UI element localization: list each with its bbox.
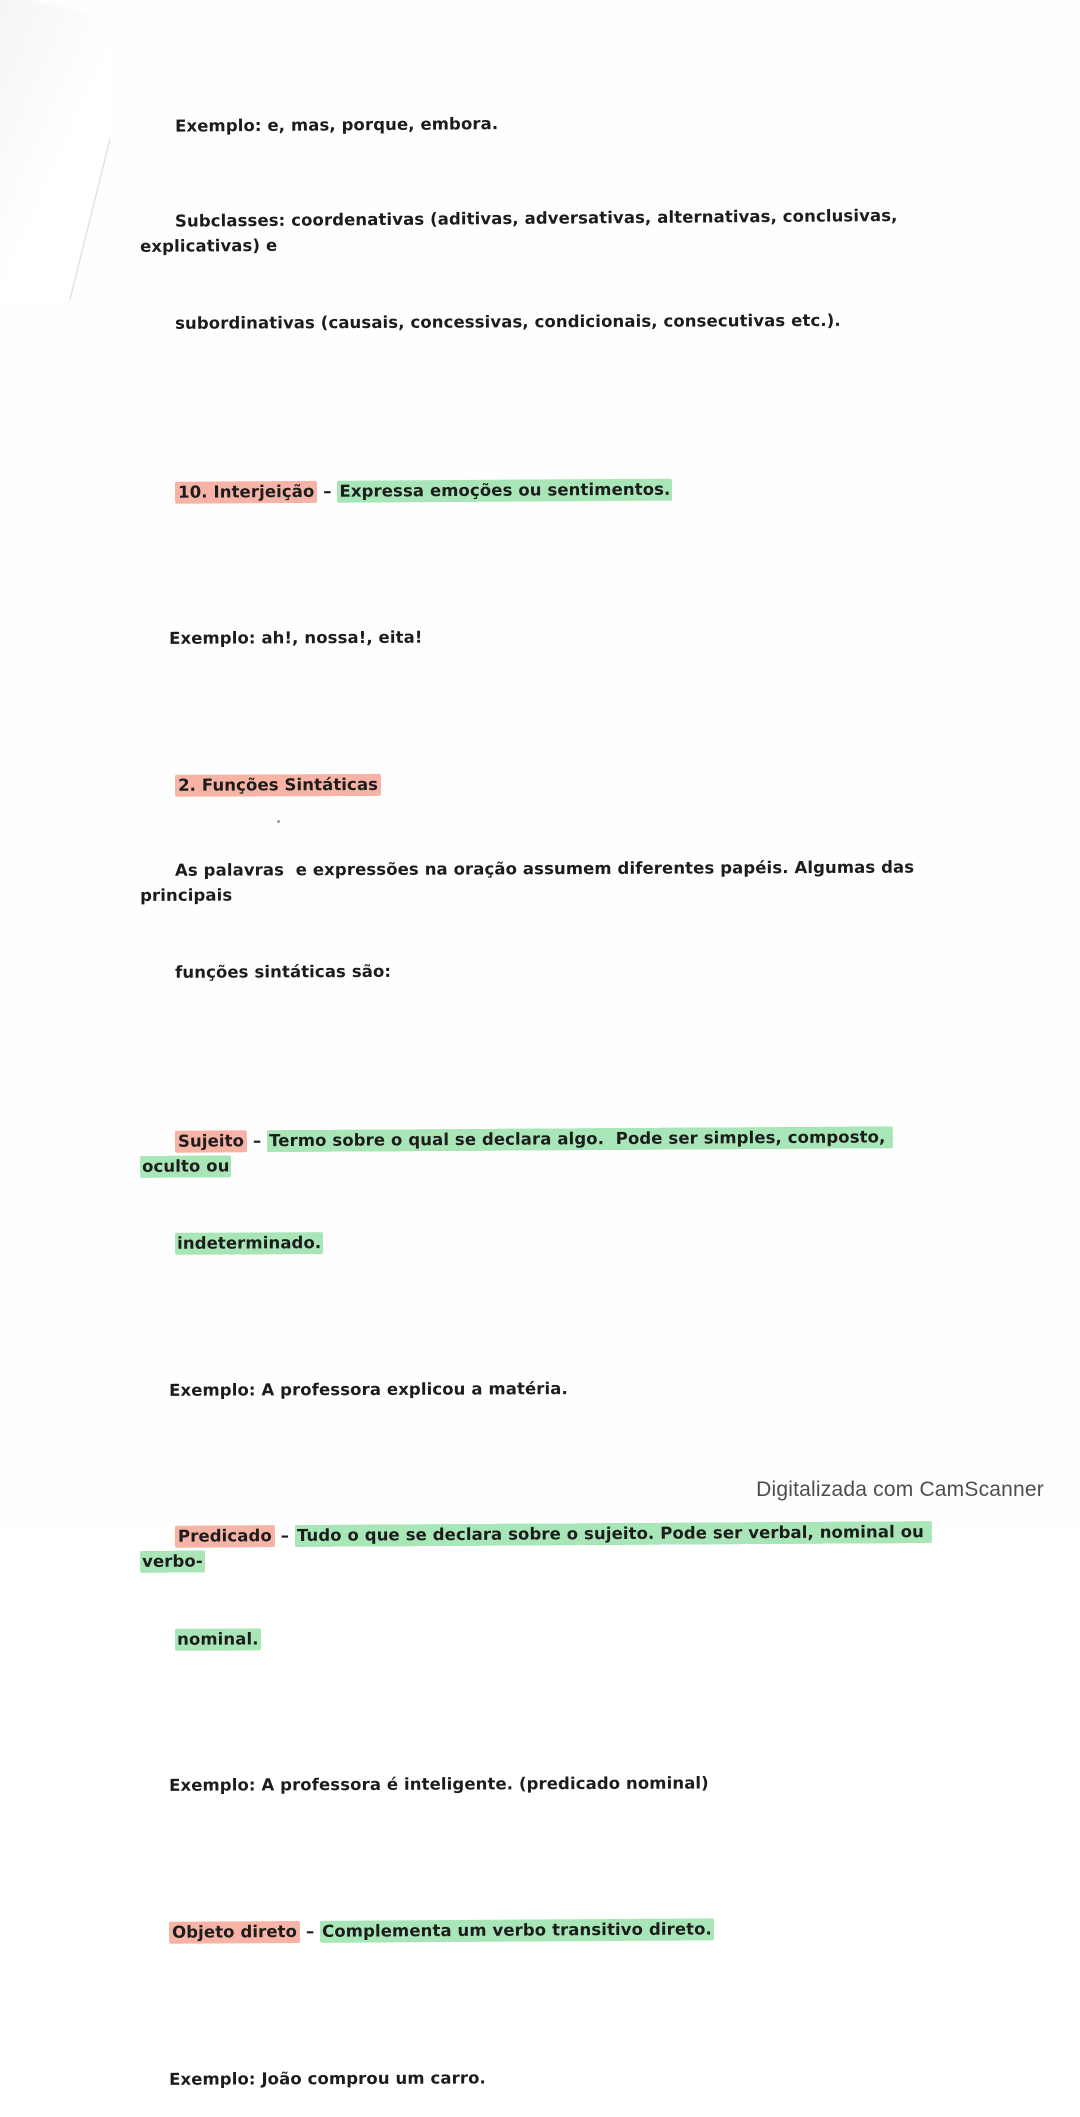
paragraph-exemplo-conjuncoes	[128, 82, 949, 165]
highlighted-term-sujeito: Sujeito	[175, 1129, 247, 1151]
highlighted-heading-funcoes-sintaticas: 2. Funções Sintáticas	[175, 773, 381, 796]
paragraph-subclasses-line-1	[128, 176, 949, 285]
definition-predicado-line-2	[128, 1597, 948, 1677]
paragraph-subclasses-line-2	[128, 281, 948, 361]
highlighted-term-interjeicao: 10. Interjeição	[175, 480, 317, 503]
highlighted-definition-objeto-direto: Complementa um verbo transitivo direto.	[320, 1918, 714, 1942]
paragraph-exemplo-interjeicao	[128, 597, 948, 677]
spacer	[128, 362, 948, 454]
spacer	[128, 1282, 948, 1352]
text-line: Exemplo: ah!, nossa!, eita!	[169, 627, 423, 648]
text-line: Exemplo: e, mas, porque, embora.	[174, 113, 499, 136]
highlighted-definition-sujeito: Termo sobre o qual se declara algo. Pode ser simples, composto, oculto ou	[140, 1126, 893, 1178]
definition-sujeito-line-2	[128, 1201, 948, 1281]
document-body	[128, 88, 948, 2117]
text-line: subordinativas (causais, concessivas, condicionais, consecutivas etc.).	[175, 310, 841, 333]
dash-separator: –	[317, 480, 338, 501]
highlighted-definition-predicado-cont: nominal.	[175, 1627, 261, 1649]
definition-predicado-line-1	[128, 1493, 949, 1600]
heading-funcoes-sintaticas	[128, 743, 948, 823]
highlighted-definition-interjeicao: Expressa emoções ou sentimentos.	[337, 478, 672, 502]
highlighted-definition-predicado: Tudo o que se declara sobre o sujeito. Pode ser verbal, nominal ou verbo-	[140, 1521, 932, 1573]
definition-objeto-direto	[128, 1889, 948, 1971]
text-line: Exemplo: João comprou um carro.	[169, 2067, 486, 2088]
dash-separator: –	[299, 1921, 321, 1941]
paragraph-exemplo-objeto-direto	[128, 2037, 948, 2117]
highlighted-term-objeto-direto: Objeto direto	[169, 1920, 300, 1943]
paragraph-exemplo-predicado	[128, 1744, 948, 1824]
spacer	[128, 1677, 948, 1747]
text-line: As palavras e expressões na oração assumem diferentes papéis. Algumas das principais	[140, 856, 921, 905]
text-line: Exemplo: A professora explicou a matéria.	[169, 1378, 568, 1399]
spacer	[128, 1971, 948, 2041]
paragraph-exemplo-sujeito	[128, 1348, 948, 1428]
text-line: funções sintáticas são:	[175, 961, 392, 982]
spacer	[128, 1824, 948, 1894]
text-line: Subclasses: coordenativas (aditivas, adversativas, alternativas, conclusivas, explicativas) e	[140, 205, 904, 256]
paragraph-funcoes-line-1	[128, 828, 948, 934]
highlighted-definition-sujeito-cont: indeterminado.	[175, 1232, 323, 1255]
text-line: Exemplo: A professora é inteligente. (predicado nominal)	[169, 1773, 709, 1795]
dash-separator: –	[274, 1525, 295, 1545]
spacer	[128, 1011, 948, 1103]
highlighted-term-predicado: Predicado	[175, 1525, 275, 1548]
camscanner-watermark: Digitalizada com CamScanner	[756, 1478, 1044, 1501]
paragraph-funcoes-line-2	[128, 930, 948, 1010]
spacer	[128, 677, 948, 747]
ink-speck	[277, 820, 280, 823]
fold-edge	[0, 0, 110, 300]
spacer	[128, 530, 948, 600]
page-corner-fold	[0, 0, 110, 300]
heading-interjeicao	[128, 449, 948, 531]
definition-sujeito-line-1	[128, 1098, 949, 1205]
dash-separator: –	[247, 1130, 268, 1150]
